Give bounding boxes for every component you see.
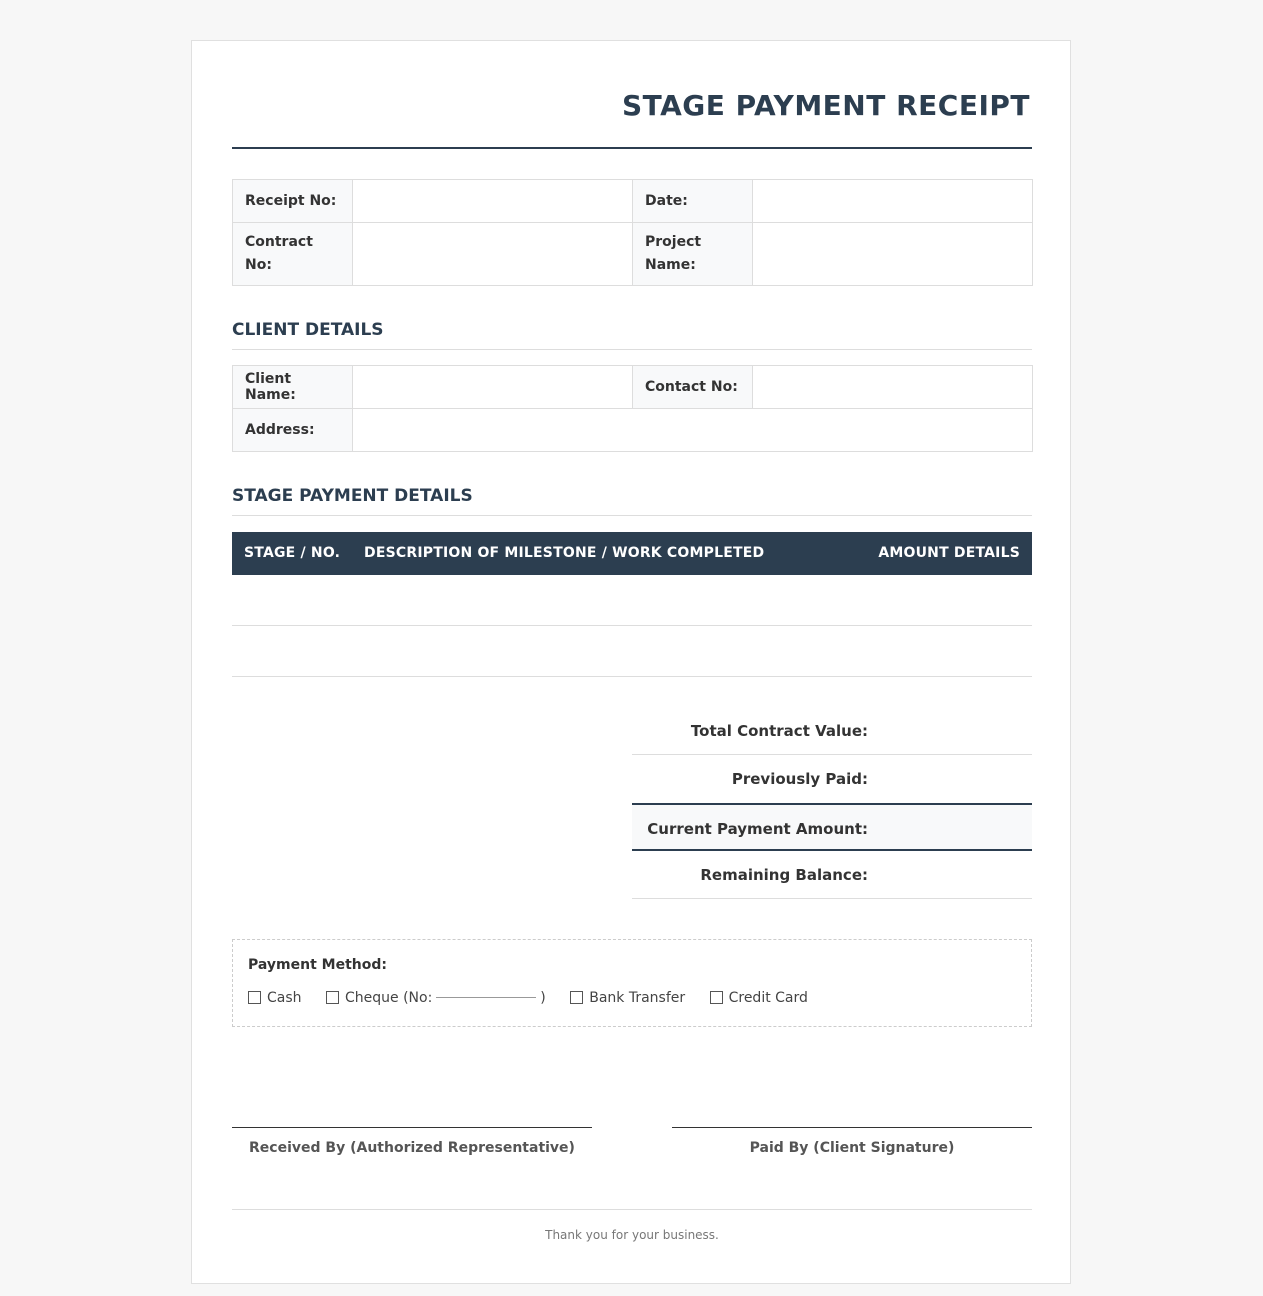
cheque-label: Cheque (No: (344, 990, 433, 1006)
receipt-page (191, 40, 1071, 1284)
receipt-meta-table (232, 179, 1033, 286)
column-header-stage: STAGE / NO. (244, 545, 341, 561)
stage-table-row[interactable] (232, 676, 1032, 677)
payment-option-credit-card[interactable] (710, 990, 808, 1006)
totals-summary (632, 707, 1032, 899)
credit-card-label: Credit Card (728, 990, 808, 1006)
column-header-amount: AMOUNT DETAILS (878, 545, 1020, 561)
remaining-balance-label: Remaining Balance: (700, 866, 868, 884)
bank-transfer-label: Bank Transfer (589, 990, 686, 1006)
payment-method-box (232, 939, 1032, 1027)
client-row (233, 409, 1033, 452)
credit-card-checkbox[interactable] (710, 991, 723, 1004)
client-name-label: Client Name: (233, 366, 353, 409)
address-field[interactable] (353, 409, 1033, 452)
cash-checkbox[interactable] (248, 991, 261, 1004)
cash-label: Cash (267, 990, 302, 1006)
payment-method-options (248, 990, 828, 1006)
client-details-heading: CLIENT DETAILS (232, 319, 1032, 350)
payment-option-cash[interactable] (248, 990, 302, 1006)
title-divider (232, 147, 1032, 149)
contact-no-label: Contact No: (633, 366, 753, 409)
meta-row (233, 180, 1033, 223)
date-field[interactable] (753, 180, 1033, 223)
contract-no-field[interactable] (353, 223, 633, 286)
footer-divider (232, 1209, 1032, 1210)
cheque-close-paren: ) (540, 990, 546, 1006)
cheque-checkbox[interactable] (326, 991, 339, 1004)
project-name-field[interactable] (753, 223, 1033, 286)
cheque-number-field[interactable] (436, 997, 536, 998)
previously-paid-row (632, 755, 1032, 803)
paid-by-signature-line[interactable] (672, 1127, 1032, 1156)
bank-transfer-checkbox[interactable] (570, 991, 583, 1004)
received-by-label: Received By (Authorized Representative) (249, 1140, 575, 1156)
footer-text: Thank you for your business. (545, 1228, 719, 1242)
address-label: Address: (233, 409, 353, 452)
contact-no-field[interactable] (753, 366, 1033, 409)
contract-no-label: Contract No: (233, 223, 353, 286)
receipt-no-field[interactable] (353, 180, 633, 223)
payment-option-bank-transfer[interactable] (570, 990, 685, 1006)
payment-option-cheque[interactable] (326, 990, 546, 1006)
remaining-balance-row (632, 851, 1032, 899)
client-row (233, 366, 1033, 409)
meta-row (233, 223, 1033, 286)
payment-method-label: Payment Method: (248, 957, 387, 973)
client-name-field[interactable] (353, 366, 633, 409)
total-contract-value-row (632, 707, 1032, 755)
column-header-description: DESCRIPTION OF MILESTONE / WORK COMPLETED (364, 545, 765, 561)
current-payment-row (632, 803, 1032, 851)
paid-by-label: Paid By (Client Signature) (749, 1140, 955, 1156)
stage-table-row[interactable] (232, 625, 1032, 626)
date-label: Date: (633, 180, 753, 223)
stage-payment-heading: STAGE PAYMENT DETAILS (232, 485, 1032, 516)
document-title: STAGE PAYMENT RECEIPT (621, 89, 1030, 122)
current-payment-label: Current Payment Amount: (647, 820, 868, 838)
client-details-table (232, 365, 1033, 452)
project-name-label: Project Name: (633, 223, 753, 286)
previously-paid-label: Previously Paid: (731, 770, 868, 788)
stage-table-header (232, 532, 1032, 575)
received-by-signature-line[interactable] (232, 1127, 592, 1156)
total-contract-value-label: Total Contract Value: (690, 722, 868, 740)
receipt-no-label: Receipt No: (233, 180, 353, 223)
